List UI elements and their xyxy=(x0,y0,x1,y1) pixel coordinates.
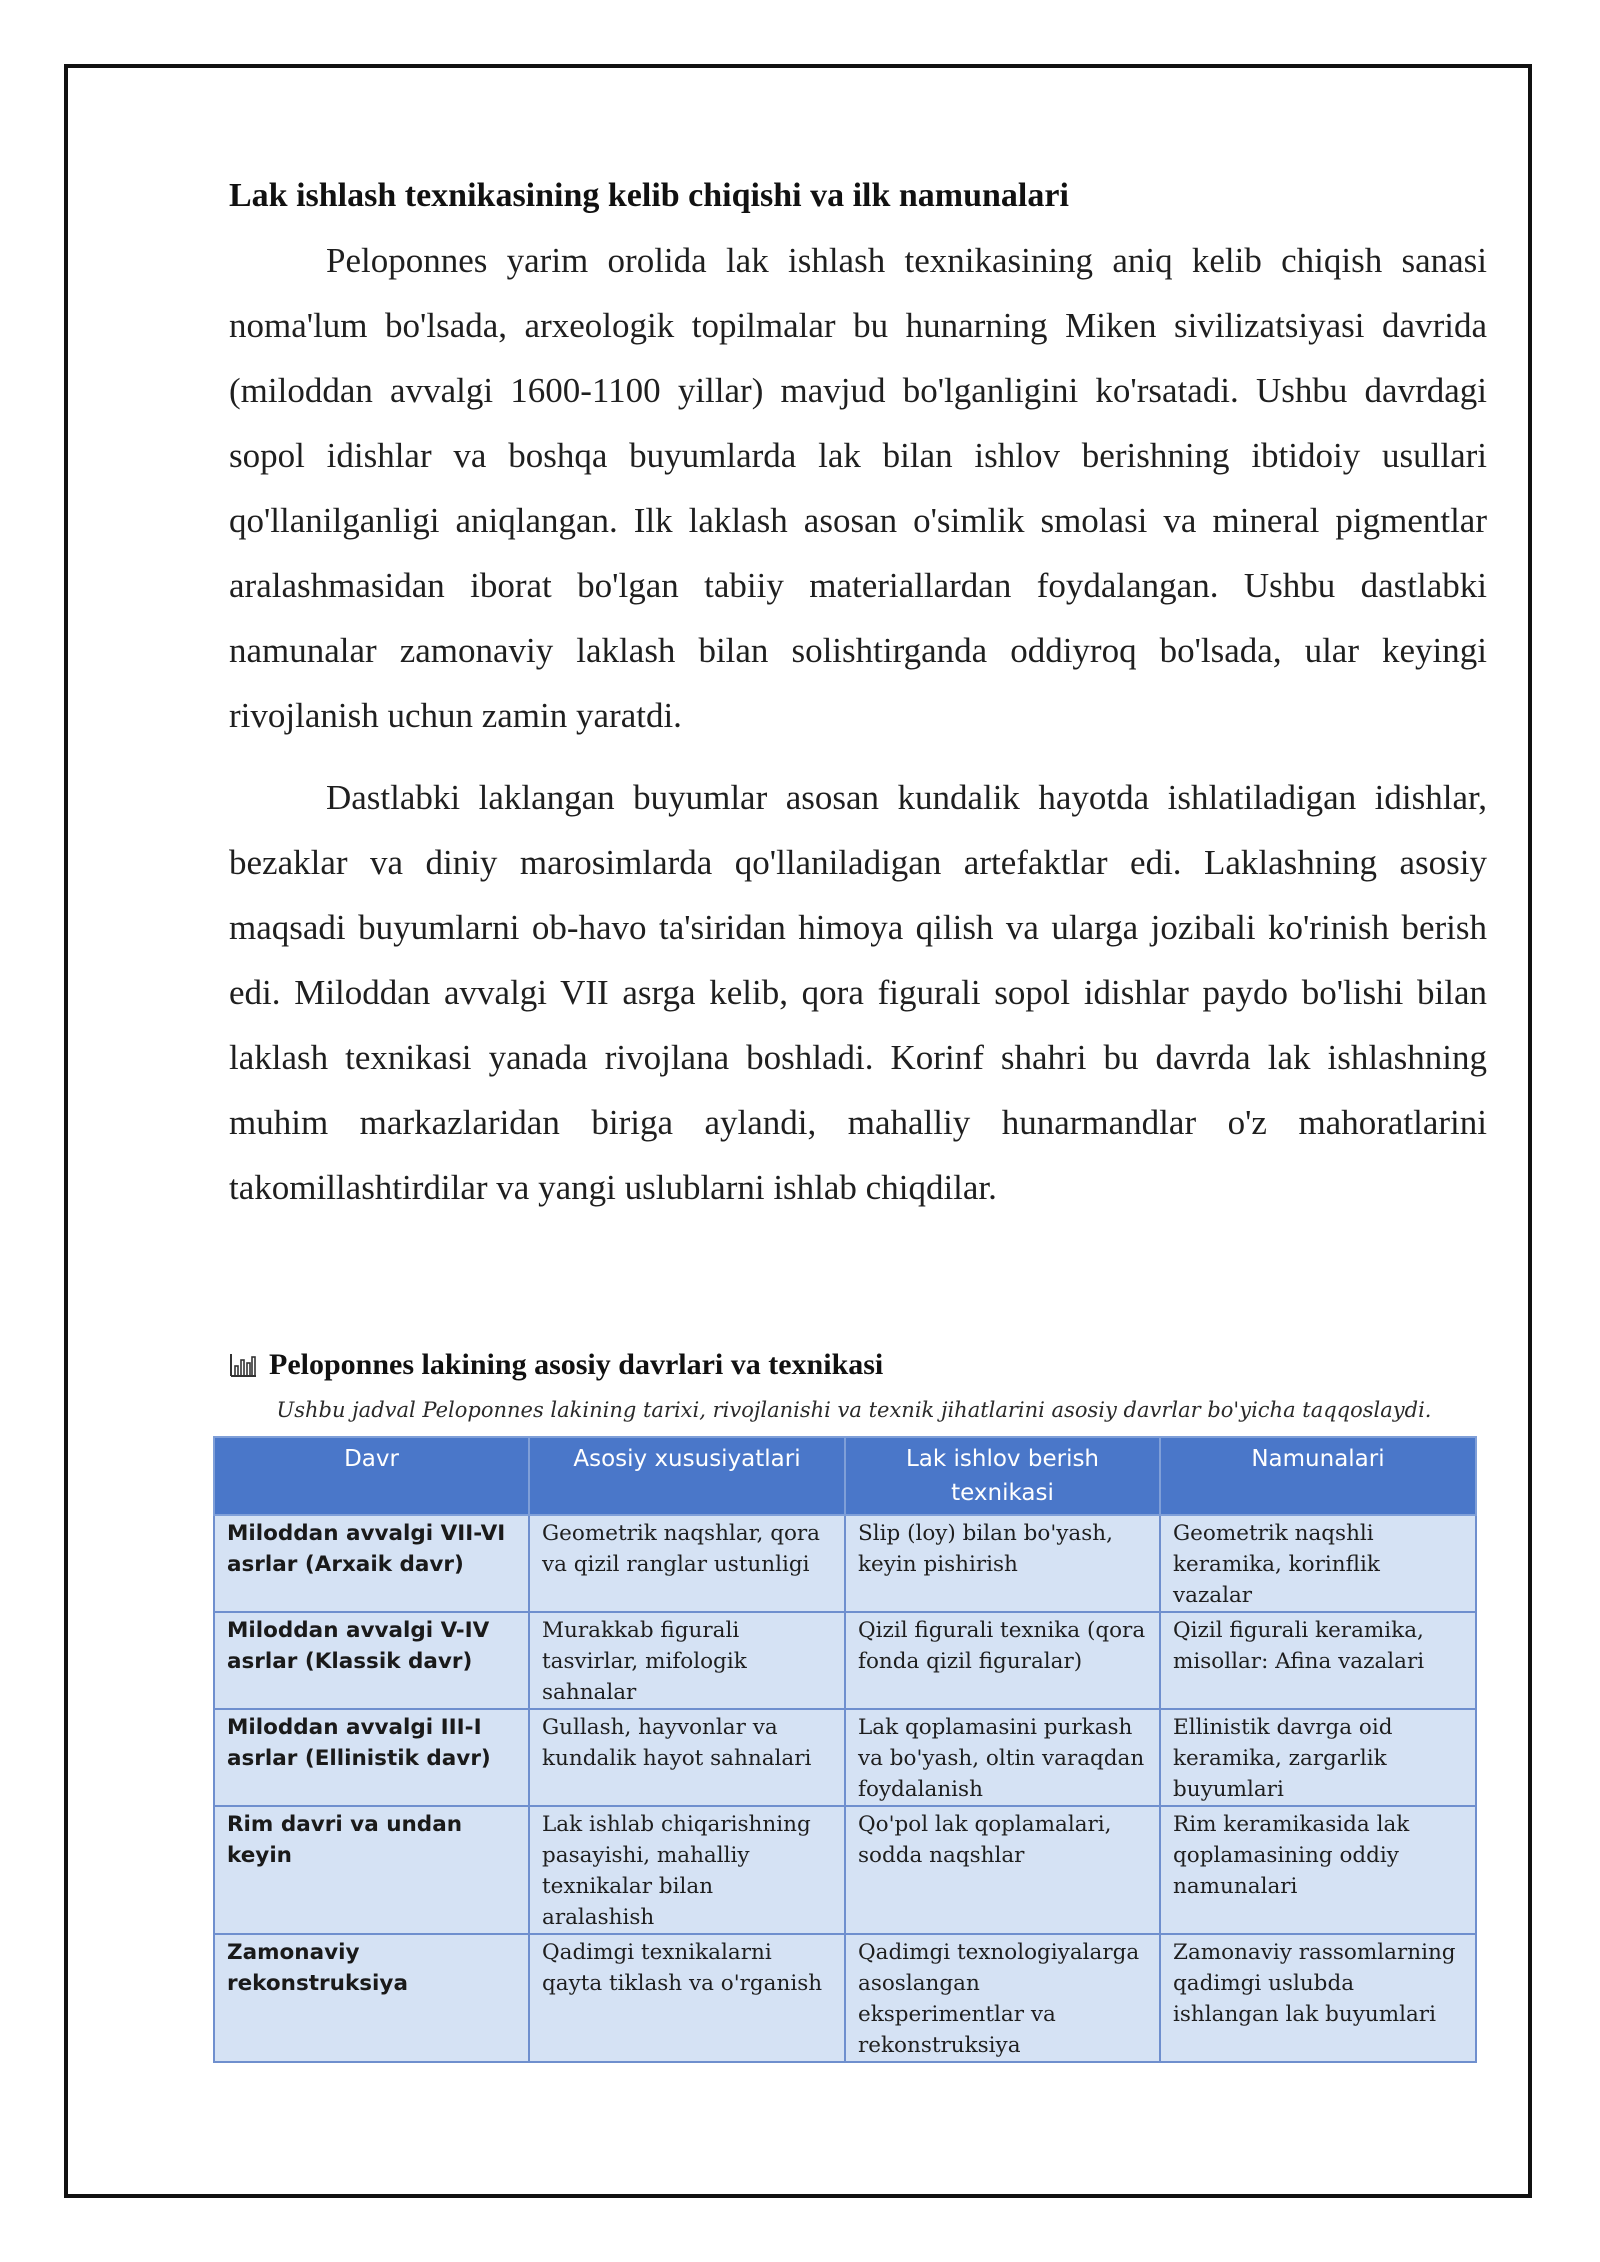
paragraph-2: Dastlabki laklangan buyumlar asosan kundalik hayotda ishlatiladigan idishlar, bezaklar va diniy marosimlarda qo'llaniladigan artefaktlar edi. Laklashning asosiy maqsadi buyumlarni ob-havo ta'siridan himoya qilish va ularga jozibali ko'rinish berish edi. Miloddan avvalgi VII asrga kelib, qora figurali sopol idishlar paydo bo'lishi bilan laklash texnikasi yanada rivojlana boshladi. Korinf shahri bu davrda lak ishlashning muhim markazlaridan biriga aylandi, mahalliy hunarmandlar o'z mahoratlarini takomillashtirdilar va yangi uslublarni ishlab chiqdilar. xyxy=(229,778,1487,1207)
technique-cell: Qizil figurali texnika (qora fonda qizil figuralar) xyxy=(845,1612,1160,1709)
period-cell: Rim davri va undan keyin xyxy=(214,1806,529,1934)
bar-chart-icon xyxy=(229,1352,257,1378)
column-header-xususiyatlari: Asosiy xususiyatlari xyxy=(529,1437,845,1515)
table-section xyxy=(213,1340,1475,2063)
technique-cell: Qo'pol lak qoplamalari, sodda naqshlar xyxy=(845,1806,1160,1934)
period-cell: Miloddan avvalgi VII-VI asrlar (Arxaik davr) xyxy=(214,1515,529,1612)
column-header-texnikasi: Lak ishlov berish texnikasi xyxy=(845,1437,1160,1515)
document-body xyxy=(229,168,1487,1237)
examples-cell: Zamonaviy rassomlarning qadimgi uslubda ishlangan lak buyumlari xyxy=(1160,1934,1476,2062)
table-caption: Ushbu jadval Peloponnes lakining tarixi, rivojlanishi va texnik jihatlarini asosiy davrlar bo'yicha taqqoslaydi. xyxy=(276,1398,1432,1422)
period-cell: Miloddan avvalgi V-IV asrlar (Klassik davr) xyxy=(214,1612,529,1709)
features-cell: Geometrik naqshlar, qora va qizil ranglar ustunligi xyxy=(529,1515,845,1612)
table-row xyxy=(214,1806,1476,1934)
paragraph-1: Peloponnes yarim orolida lak ishlash texnikasining aniq kelib chiqish sanasi noma'lum bo'lsada, arxeologik topilmalar bu hunarning Miken sivilizatsiyasi davrida (miloddan avvalgi 1600-1100 yillar) mavjud bo'lganligini ko'rsatadi. Ushbu davrdagi sopol idishlar va boshqa buyumlarda lak bilan ishlov berishning ibtidoiy usullari qo'llanilganligi aniqlangan. Ilk laklash asosan o'simlik smolasi va mineral pigmentlar aralashmasidan iborat bo'lgan tabiiy materiallardan foydalangan. Ushbu dastlabki namunalar zamonaviy laklash bilan solishtirganda oddiyroq bo'lsada, ular keyingi rivojlanish uchun zamin yaratdi. xyxy=(229,241,1487,735)
table-header-row xyxy=(214,1437,1476,1515)
examples-cell: Rim keramikasida lak qoplamasining oddiy namunalari xyxy=(1160,1806,1476,1934)
period-cell: Zamonaviy rekonstruksiya xyxy=(214,1934,529,2062)
technique-cell: Qadimgi texnologiyalarga asoslangan eksperimentlar va rekonstruksiya xyxy=(845,1934,1160,2062)
table-title: Peloponnes lakining asosiy davrlari va texnikasi xyxy=(269,1348,884,1381)
periods-table xyxy=(213,1436,1477,2063)
period-cell: Miloddan avvalgi III-I asrlar (Ellinistik davr) xyxy=(214,1709,529,1806)
column-header-namunalari: Namunalari xyxy=(1160,1437,1476,1515)
technique-cell: Slip (loy) bilan bo'yash, keyin pishirish xyxy=(845,1515,1160,1612)
table-row xyxy=(214,1709,1476,1806)
examples-cell: Ellinistik davrga oid keramika, zargarlik buyumlari xyxy=(1160,1709,1476,1806)
features-cell: Gullash, hayvonlar va kundalik hayot sahnalari xyxy=(529,1709,845,1806)
table-row xyxy=(214,1515,1476,1612)
table-row xyxy=(214,1934,1476,2062)
features-cell: Murakkab figurali tasvirlar, mifologik sahnalar xyxy=(529,1612,845,1709)
column-header-davr: Davr xyxy=(214,1437,529,1515)
table-title-row xyxy=(229,1340,1475,1390)
table-row xyxy=(214,1612,1476,1709)
features-cell: Lak ishlab chiqarishning pasayishi, mahalliy texnikalar bilan aralashish xyxy=(529,1806,845,1934)
features-cell: Qadimgi texnikalarni qayta tiklash va o'rganish xyxy=(529,1934,845,2062)
section-heading: Lak ishlash texnikasining kelib chiqishi va ilk namunalari xyxy=(229,177,1069,214)
examples-cell: Geometrik naqshli keramika, korinflik vazalar xyxy=(1160,1515,1476,1612)
technique-cell: Lak qoplamasini purkash va bo'yash, oltin varaqdan foydalanish xyxy=(845,1709,1160,1806)
examples-cell: Qizil figurali keramika, misollar: Afina vazalari xyxy=(1160,1612,1476,1709)
